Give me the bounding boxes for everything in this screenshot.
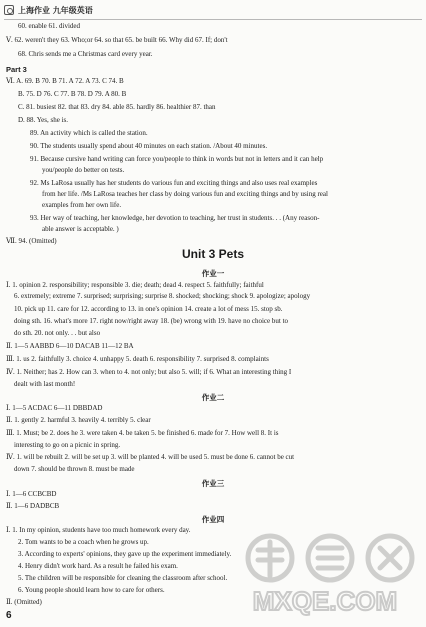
answer-line: 2. Tom wants to be a coach when he grows up.	[18, 538, 149, 546]
answer-line: B. 75. D 76. C 77. B 78. D 79. A 80. B	[18, 90, 127, 98]
answer-line: examples from her own life.	[42, 201, 122, 209]
answer-line: 6. extremely; extreme 7. surprised; surprising; surprise 8. shocked; shocking; shock 9. apologize; apology	[14, 292, 311, 300]
answer-line: Ⅰ. 1. opinion 2. responsibility; responsible 3. die; death; dead 4. respect 5. faithfully; faithful	[6, 281, 264, 289]
page-number: 6	[6, 610, 12, 621]
answer-line: Ⅲ. 1. Must; be 2. does he 3. were taken 4. be taken 5. be finished 6. made for 7. How well 8. It is	[6, 429, 279, 437]
answer-line: 68. Chris sends me a Christmas card every year.	[18, 50, 153, 58]
watermark-text: MXQE.COM	[252, 586, 398, 616]
homework-heading: 作业四	[201, 515, 225, 524]
answer-line: 91. Because cursive hand writing can force you/people to think in words but not in letters and it can help	[30, 155, 324, 163]
answer-line: Ⅶ. 94. (Omitted)	[6, 237, 57, 245]
answer-line: Ⅵ. A. 69. B 70. B 71. A 72. A 73. C 74. B	[6, 77, 124, 85]
answer-line: Ⅳ. 1. Neither; has 2. How can 3. when to 4. not only; but also 5. will; if 6. What an interesting thing I	[6, 368, 292, 376]
answer-line: down 7. should be thrown 8. must be made	[14, 465, 135, 473]
homework-heading: 作业一	[201, 269, 225, 278]
header-rule	[4, 19, 422, 20]
answer-line: Ⅴ. 62. weren't they 63. Who;or 64. so that 65. be built 66. Why did 67. If; don't	[6, 36, 228, 44]
book-logo-icon	[4, 5, 14, 15]
answer-line: 3. According to experts' opinions, they gave up the experiment immediately.	[18, 550, 232, 558]
answer-line: from her life. /Ms LaRosa teaches her class by doing various fun and exciting things and by using real	[42, 190, 328, 198]
answer-line: D. 88. Yes, she is.	[18, 116, 68, 124]
answer-line: 93. Her way of teaching, her knowledge, her devotion to teaching, her trust in students. . . (Any reason-	[30, 214, 320, 222]
answer-line: Ⅳ. 1. will be rebuilt 2. will be set up 3. will be planted 4. will be used 5. must be done 6. cannot be cut	[6, 453, 295, 461]
answer-line: Ⅱ. 1. gently 2. harmful 3. heavily 4. terribly 5. clear	[6, 416, 151, 424]
answer-line: C. 81. busiest 82. that 83. dry 84. able 85. hardly 86. healthier 87. than	[18, 103, 216, 111]
answer-line: Ⅰ. 1—5 ACDAC 6—11 DBBDAD	[6, 404, 103, 412]
homework-heading: 作业三	[201, 479, 225, 488]
watermark-logo-icon	[230, 520, 420, 620]
section-heading: Part 3	[6, 65, 27, 74]
answer-line: dealt with last month!	[14, 380, 76, 388]
answer-line: Ⅲ. 1. us 2. faithfully 3. choice 4. unhappy 5. death 6. responsibility 7. surprised 8. complaints	[6, 355, 269, 363]
answer-line: 6. Young people should learn how to care for others.	[18, 586, 165, 594]
header-title: 上海作业 九年级英语	[18, 5, 93, 15]
homework-heading: 作业二	[201, 393, 225, 402]
answer-line: doing sth. 16. what's more 17. right now/right away 18. (be) wrong with 19. have no choice but to	[14, 317, 289, 325]
answer-line: 90. The students usually spend about 40 minutes on each station. /About 40 minutes.	[30, 142, 268, 150]
answer-line: Ⅰ. 1. In my opinion, students have too much homework every day.	[6, 526, 191, 534]
answer-line: Ⅱ. (Omitted)	[6, 598, 42, 606]
answer-line: interesting to go on a picnic in spring.	[14, 441, 121, 449]
answer-line: Ⅱ. 1—6 DADBCB	[6, 502, 60, 510]
answer-line: 89. An activity which is called the station.	[30, 129, 148, 137]
answer-line: 92. Ms LaRosa usually has her students do various fun and exciting things and also uses real examples	[30, 179, 318, 187]
answer-line: Ⅰ. 1—6 CCBCBD	[6, 490, 57, 498]
answer-line: do sth. 20. not only. . . but also	[14, 329, 101, 337]
answer-line: Ⅱ. 1—5 AABBD 6—10 DACAB 11—12 BA	[6, 342, 134, 350]
answer-line: 4. Henry didn't work hard. As a result he failed his exam.	[18, 562, 178, 570]
answer-line: 5. The children will be responsible for cleaning the classroom after school.	[18, 574, 228, 582]
unit-title: Unit 3 Pets	[181, 247, 244, 261]
page-header	[4, 3, 93, 17]
answer-line: able answer is acceptable. )	[42, 225, 119, 233]
answer-line: 10. pick up 11. care for 12. according to 13. in one's opinion 14. create a lot of mess 15. stop sb.	[14, 305, 283, 313]
answer-line: you/people do better on tests.	[42, 166, 125, 174]
answer-line: 60. enable 61. divided	[18, 22, 81, 30]
